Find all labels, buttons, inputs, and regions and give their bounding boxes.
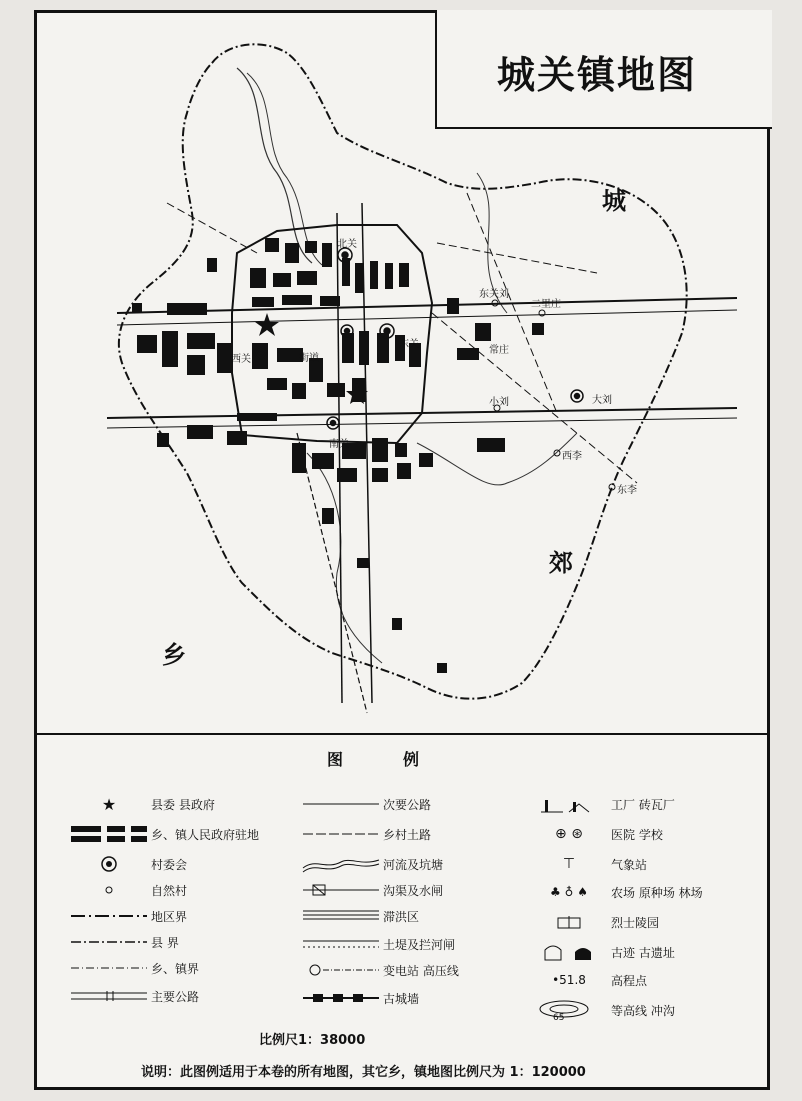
place-label-dongguan: 东关 (399, 339, 419, 350)
legend-item: 滞洪区 (299, 905, 419, 927)
main-road (337, 213, 342, 703)
legend-item: 土堤及拦河闸 (299, 933, 455, 955)
river-pit-icon (299, 853, 383, 875)
legend-item: ★ 县委 县政府 (67, 793, 215, 815)
place-label-jiedao: 街道 (299, 353, 319, 364)
embankment-icon (299, 933, 383, 955)
legend-item: 沟渠及水闸 (299, 879, 443, 901)
legend-item: 乡、镇界 (67, 957, 199, 979)
weather-station-icon: ⊤ (562, 856, 576, 872)
ancient-site-icon (527, 941, 611, 963)
region-label-xiang: 乡 (162, 641, 186, 669)
legend-item: 河流及坑塘 (299, 853, 443, 875)
substation-icon (299, 959, 383, 981)
legend-item: 工厂 砖瓦厂 (527, 793, 675, 815)
farm-icon: ♣ ♁ ♠ (550, 885, 588, 899)
main-road (117, 310, 737, 325)
region-label-jiao: 郊 (549, 549, 573, 577)
legend-item: 主要公路 (67, 985, 199, 1007)
place-label-nanguan: 南关 (329, 439, 349, 450)
legend-item: 古迹 古遗址 (527, 941, 675, 963)
natural-village-icon (67, 879, 151, 901)
legend-item: 自然村 (67, 879, 187, 901)
legend-item: 次要公路 (299, 793, 431, 815)
martyrs-cemetery-icon (527, 911, 611, 933)
legend-item: ⊤ 气象站 (527, 853, 647, 875)
flood-area-icon (299, 905, 383, 927)
legend-item: ⊕ ⊛ 医院 学校 (527, 823, 663, 845)
legend-title: 图例 (327, 750, 480, 769)
main-road (117, 298, 737, 313)
legend-item: 古城墙 (299, 987, 419, 1009)
scale-text: 比例尺1：38000 (259, 1033, 366, 1048)
secondary-road (437, 243, 597, 273)
village-road-icon (299, 823, 383, 845)
ditch-sluice-icon (299, 879, 383, 901)
village-committee-icon (67, 853, 151, 875)
hospital-school-icon: ⊕ ⊛ (555, 826, 583, 842)
place-label-xiguan: 西关 (231, 354, 251, 365)
legend-item: 乡、镇人民政府驻地 (67, 823, 259, 845)
county-boundary-icon (67, 931, 151, 953)
map-frame (34, 10, 770, 1090)
legend-item: • 51.8 高程点 (527, 969, 647, 991)
place-label-dongguanliu: 东关刘 (479, 289, 509, 300)
ancient-wall-icon (299, 987, 383, 1009)
river-line (237, 68, 312, 263)
legend-item: 65 等高线 冲沟 (527, 999, 675, 1021)
legend-item: 地区界 (67, 905, 187, 927)
legend-item: ♣ ♁ ♠ 农场 原种场 林场 (527, 881, 703, 903)
title-box (435, 10, 772, 129)
secondary-road-icon (299, 793, 383, 815)
place-label-xili: 西李 (562, 451, 582, 462)
legend-item: 村委会 (67, 853, 187, 875)
main-road-icon (67, 985, 151, 1007)
place-label-beiguan: 北关 (337, 239, 357, 250)
legend-item: 变电站 高压线 (299, 959, 459, 981)
legend-item: 乡村土路 (299, 823, 431, 845)
place-label-daliu: 大刘 (592, 395, 612, 406)
place-label-xiaoliu: 小刘 (489, 397, 509, 408)
township-boundary-icon (67, 957, 151, 979)
county-government-star (255, 313, 279, 336)
place-label-changzhuang: 常庄 (489, 345, 509, 356)
legend-item: 烈士陵园 (527, 911, 659, 933)
elevation-point-icon: • 51.8 (552, 973, 586, 987)
contour-icon: 65 (527, 999, 611, 1021)
place-label-dongli: 东李 (617, 485, 637, 496)
factory-icon (527, 793, 611, 815)
note-text: 说明：此图例适用于本卷的所有地图，其它乡，镇地图比例尺为 1：120000 (141, 1065, 586, 1080)
secondary-road (167, 203, 257, 253)
legend-item: 县 界 (67, 931, 179, 953)
government-seat-icon (67, 823, 151, 845)
place-label-erlizhuang: 二里庄 (531, 299, 561, 310)
star-icon: ★ (101, 794, 117, 814)
river-line (247, 73, 322, 265)
region-label-cheng: 城 (602, 187, 626, 215)
district-boundary-icon (67, 905, 151, 927)
map-area (37, 13, 767, 731)
legend (37, 733, 767, 1089)
map-title: 城关镇地图 (497, 53, 698, 97)
